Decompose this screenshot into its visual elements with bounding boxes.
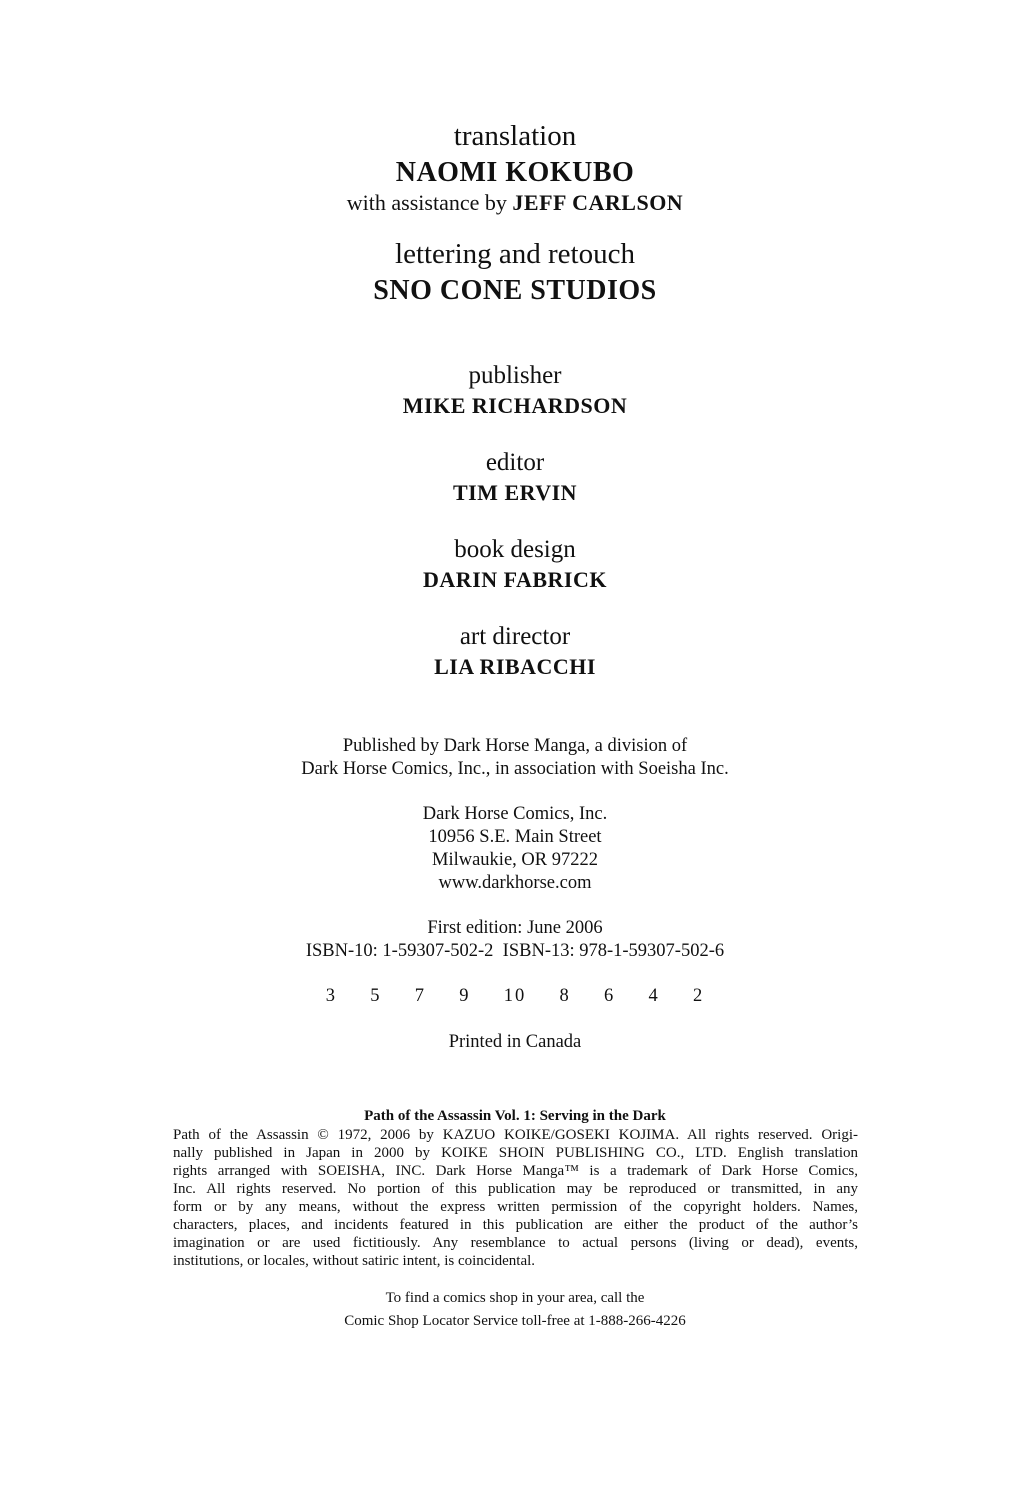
address-company: Dark Horse Comics, Inc. (422, 804, 608, 824)
lettering-role: lettering and retouch (395, 238, 635, 270)
legal-line: form or by any means, without the express written permission of the copyright holders. Names, (173, 1199, 858, 1215)
publication-line-2: Dark Horse Comics, Inc., in association with Soeisha Inc. (301, 759, 729, 779)
legal-block (173, 1126, 858, 1270)
publisher-role: publisher (468, 362, 562, 389)
publication-line-1: Published by Dark Horse Manga, a division of (342, 736, 688, 756)
assistance-prefix: with assistance by (346, 190, 507, 215)
design-name: DARIN FABRICK (423, 567, 607, 592)
design-role: book design (454, 536, 576, 563)
locator-line-1: To find a comics shop in your area, call the (385, 1290, 645, 1306)
locator-line-2: Comic Shop Locator Service toll-free at 1-888-266-4226 (344, 1313, 686, 1329)
isbn-line: ISBN-10: 1-59307-502-2 ISBN-13: 978-1-59307-502-6 (305, 941, 725, 961)
art-director-role: art director (459, 623, 571, 650)
editor-name: TIM ERVIN (452, 480, 578, 505)
assistance-line (0, 190, 1024, 216)
publisher-name: MIKE RICHARDSON (402, 393, 628, 418)
legal-line: nally published in Japan in 2000 by KOIKE SHOIN PUBLISHING CO., LTD. English translation (173, 1145, 858, 1161)
printing-numbers: 3 5 7 9 10 8 6 4 2 (325, 986, 705, 1006)
assistant-name: JEFF CARLSON (512, 190, 684, 215)
address-web: www.darkhorse.com (438, 873, 592, 893)
legal-line: Inc. All rights reserved. No portion of this publication may be reproduced or transmitted, in any (173, 1181, 858, 1197)
legal-title: Path of the Assassin Vol. 1: Serving in the Dark (364, 1108, 666, 1124)
legal-line: institutions, or locales, without satiric intent, is coincidental. (173, 1253, 536, 1269)
translator-name: NAOMI KOKUBO (395, 157, 635, 188)
editor-role: editor (485, 449, 545, 476)
legal-line: Path of the Assassin © 1972, 2006 by KAZUO KOIKE/GOSEKI KOJIMA. All rights reserved. Origi- (173, 1127, 858, 1143)
printed-in: Printed in Canada (448, 1032, 582, 1052)
address-street: 10956 S.E. Main Street (428, 827, 602, 847)
legal-line: rights arranged with SOEISHA, INC. Dark Horse Manga™ is a trademark of Dark Horse Comics, (173, 1163, 858, 1179)
legal-line: imagination or are used fictitiously. Any resemblance to actual persons (living or dead), events, (173, 1235, 858, 1251)
legal-line: characters, places, and incidents featured in this publication are either the product of the author’s (173, 1217, 858, 1233)
first-edition: First edition: June 2006 (427, 918, 603, 938)
lettering-name: SNO CONE STUDIOS (373, 275, 657, 306)
translation-role: translation (453, 120, 577, 152)
art-director-name: LIA RIBACCHI (434, 654, 596, 679)
address-city: Milwaukie, OR 97222 (432, 850, 598, 870)
